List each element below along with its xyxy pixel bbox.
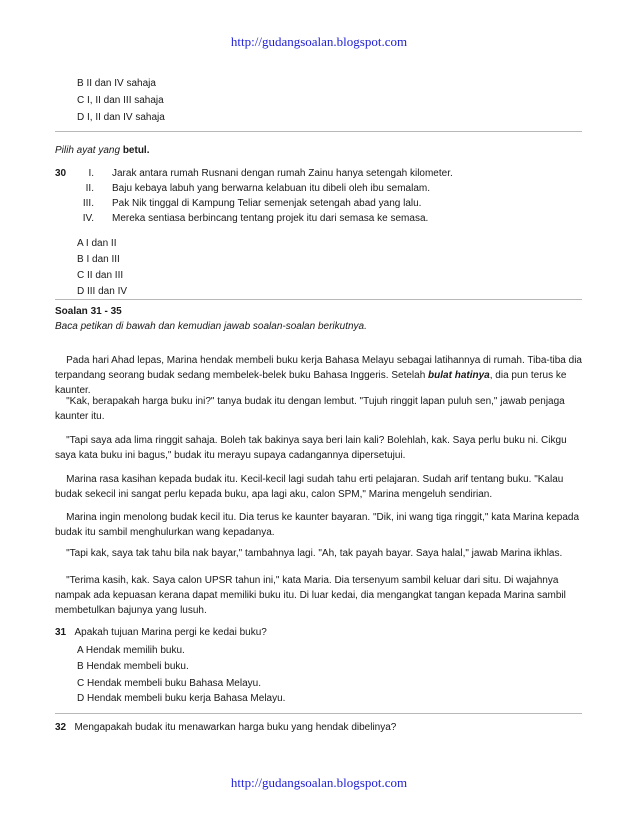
passage-paragraph (55, 353, 585, 398)
prev-option-b: B II dan IV sahaja (77, 78, 156, 89)
option-b: B Hendak membeli buku. (77, 661, 189, 672)
instruction-emphasis: betul. (122, 145, 150, 156)
option-c: C II dan III (77, 270, 124, 281)
option-a: A Hendak memilih buku. (77, 645, 185, 656)
passage-emphasis: bulat hatinya (428, 370, 490, 381)
divider (55, 299, 582, 300)
instruction (55, 145, 150, 156)
option-b: B I dan III (77, 254, 120, 265)
option-c: C Hendak membeli buku Bahasa Melayu. (77, 678, 261, 689)
divider (55, 131, 582, 132)
passage-text: , dia pun terus ke kaunter. (55, 370, 567, 396)
question-number: 32 (55, 722, 67, 733)
passage-paragraph (55, 510, 585, 540)
passage-text: Pada hari Ahad lepas, Marina hendak membeli buku kerja Bahasa Melayu sebagai latihannya di rumah. Tiba-tiba dia terpandang seorang budak sedang membelek-belek buku Bahasa Inggeris. Setelah (55, 355, 582, 381)
question-text: Apakah tujuan Marina pergi ke kedai buku? (74, 627, 267, 638)
option-a: A I dan II (77, 238, 117, 249)
passage-text: Marina rasa kasihan kepada budak itu. Kecil-kecil lagi sudah tahu erti pelajaran. Sudah arif tentang buku. "Kalau budak sekecil ini sangat perlu kepada buku, apa lagi aku, calon SPM," Marina mengeluh sendirian. (55, 474, 564, 500)
passage-paragraph (55, 573, 585, 618)
prev-option-c: C I, II dan III sahaja (77, 95, 164, 106)
passage-paragraph (55, 546, 585, 561)
question-number: 30 (55, 168, 67, 179)
statement-numeral: III. (82, 198, 94, 209)
statement-text: Baju kebaya labuh yang berwarna kelabuan itu dibeli oleh ibu semalam. (112, 183, 430, 194)
instruction-text: Pilih ayat yang (55, 145, 121, 156)
statement-text: Mereka sentiasa berbincang tentang projek itu dari semasa ke semasa. (112, 213, 429, 224)
passage-paragraph (55, 433, 585, 463)
statement-numeral: I. (88, 168, 94, 179)
question-number: 31 (55, 627, 67, 638)
passage-paragraph (55, 394, 585, 424)
section-instruction: Baca petikan di bawah dan kemudian jawab soalan-soalan berikutnya. (55, 321, 367, 332)
question-32 (55, 722, 396, 733)
statement-numeral: II. (85, 183, 94, 194)
passage-text: "Kak, berapakah harga buku ini?" tanya budak itu dengan lembut. "Tujuh ringgit lapan puluh sen," jawab penjaga kaunter itu. (55, 396, 565, 422)
section-title: Soalan 31 - 35 (55, 306, 122, 317)
question-31 (55, 627, 267, 638)
statement-numeral: IV. (82, 213, 94, 224)
passage-text: "Terima kasih, kak. Saya calon UPSR tahun ini," kata Maria. Dia tersenyum sambil keluar dari situ. Di wajahnya nampak ada kepuasan kerana dapat memiliki buku itu. Di luar kedai, dia mengangkat tangan kepada Marina sambil membetulkan bajunya yang lusuh. (55, 575, 566, 616)
passage-text: Marina ingin menolong budak kecil itu. Dia terus ke kaunter bayaran. "Dik, ini wang tiga ringgit," kata Marina kepada budak itu sambil menghulurkan wang kepadanya. (55, 512, 580, 538)
passage-paragraph (55, 472, 585, 502)
divider (55, 713, 582, 714)
question-text: Mengapakah budak itu menawarkan harga buku yang hendak dibelinya? (74, 722, 397, 733)
statement-text: Jarak antara rumah Rusnani dengan rumah Zainu hanya setengah kilometer. (112, 168, 453, 179)
passage-text: "Tapi saya ada lima ringgit sahaja. Boleh tak bakinya saya beri lain kali? Bolehlah, kak. Saya perlu buku ni. Cikgu saya kata buku ini bagus," budak itu merayu supaya cadangannya dipersetujui. (55, 435, 567, 461)
prev-option-d: D I, II dan IV sahaja (77, 112, 165, 123)
passage-text: "Tapi kak, saya tak tahu bila nak bayar," tambahnya lagi. "Ah, tak payah bayar. Saya halal," jawab Marina ikhlas. (66, 548, 563, 559)
statement-text: Pak Nik tinggal di Kampung Teliar semenjak setengah abad yang lalu. (112, 198, 422, 209)
option-d: D Hendak membeli buku kerja Bahasa Melayu. (77, 693, 286, 704)
header-link[interactable]: http://gudangsoalan.blogspot.com (230, 34, 408, 49)
footer-link[interactable]: http://gudangsoalan.blogspot.com (230, 775, 408, 790)
option-d: D III dan IV (77, 286, 128, 297)
